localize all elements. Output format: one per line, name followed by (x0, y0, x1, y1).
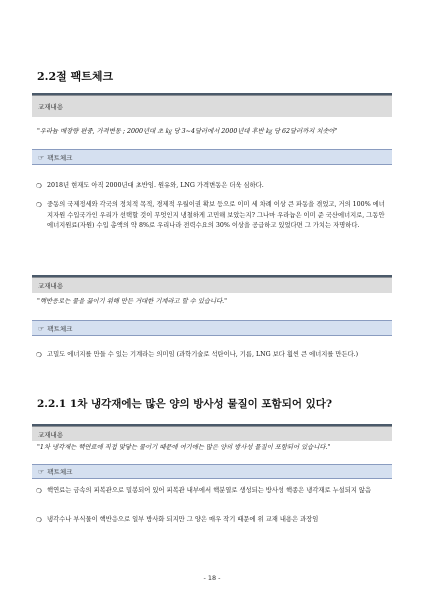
section-title: 2.2절 팩트체크 (37, 70, 114, 83)
circle-bullet-icon: ❍ (36, 182, 42, 190)
list-item: ❍ 핵연료는 금속의 피복관으로 밀봉되어 있어 피복관 내부에서 핵분열로 생성되는 방사성 핵종은 냉각재로 누설되지 않음 (36, 487, 372, 495)
textbook-quote: "우라늄 매장량 편중, 가격변동 ; 2000년대 초 ㎏ 당 3~4달러에서 2000년대 후반 ㎏ 당 62달러까지 치솟아" (37, 128, 338, 135)
pointing-hand-icon: ☞ (38, 325, 45, 333)
textbook-header (32, 426, 392, 441)
factcheck-header (32, 149, 392, 165)
textbook-quote: "1차 냉각재는 핵연료에 직접 맞닿는 물이기 때문에 여기에는 많은 양의 방사성 물질이 포함되어 있습니다." (37, 444, 331, 451)
list-item: ❍ 2018년 현재도 아직 2000년대 초반임. 원유와, LNG 가격변동은 더욱 심하다. (36, 182, 264, 190)
circle-bullet-icon: ❍ (36, 201, 42, 209)
textbook-header (32, 277, 392, 293)
pointing-hand-icon: ☞ (38, 468, 45, 476)
textbook-label: 교재내용 (38, 431, 64, 439)
circle-bullet-icon: ❍ (36, 351, 42, 359)
subsection-title: 2.2.1 1차 냉각재에는 많은 양의 방사성 물질이 포함되어 있다? (37, 398, 333, 410)
list-item: ❍ 고밀도 에너지를 만들 수 있는 기계라는 의미임 (과학기술로 석탄이나, 기름, LNG 보다 훨씬 큰 에너지를 만든다.) (36, 351, 359, 359)
textbook-label: 교재내용 (38, 282, 64, 290)
textbook-header (32, 95, 392, 117)
list-item: ❍ 냉각수나 부식물이 핵반응으로 일부 방사화 되지만 그 양은 매우 작기 때문에 위 교재 내용은 과장임 (36, 516, 319, 524)
factcheck-label: 팩트체크 (47, 325, 73, 333)
page-number: - 18 - (203, 574, 221, 582)
pointing-hand-icon: ☞ (38, 154, 45, 162)
factcheck-header (32, 464, 392, 479)
circle-bullet-icon: ❍ (36, 487, 42, 495)
factcheck-label: 팩트체크 (47, 468, 73, 476)
circle-bullet-icon: ❍ (36, 516, 42, 524)
list-item: ❍ 중동의 국제정세와 각국의 정치적 목적, 경제적 우월이권 확보 등으로 이미 세 차례 이상 큰 파동을 겪었고, 거의 100% 에너지자원 수입국가인 우리가 선택할 것이 무엇인지 냉철하게 고민해 보았는지? 그나마 우라늄은 이미 준 국산에너지로, 그동안 에너지원료(자원) 수입 총액의 약 8%로 우리나라 전력수요의 30% 이상을 공급하고 있었다면 그 가치는 자명하다. (36, 201, 385, 229)
textbook-quote: "핵반응로는 물을 끓이기 위해 만든 거대한 기계라고 할 수 있습니다." (37, 298, 228, 305)
textbook-label: 교재내용 (38, 103, 64, 111)
factcheck-label: 팩트체크 (47, 154, 73, 162)
factcheck-header (32, 320, 392, 336)
